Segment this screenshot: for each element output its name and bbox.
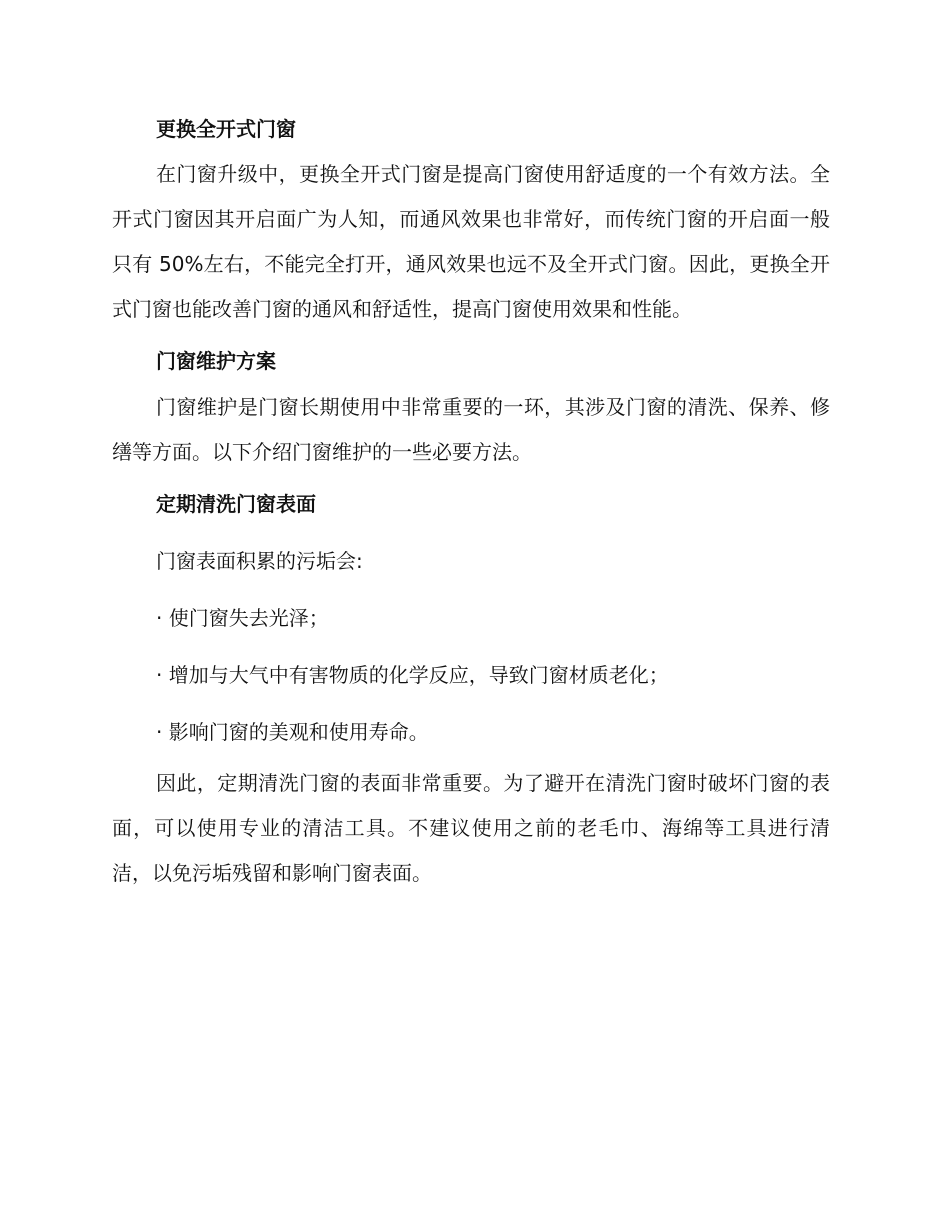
cleaning-intro-text: 门窗表面积累的污垢会:	[156, 549, 363, 573]
section-paragraph-replace-full-open-windows: 在门窗升级中，更换全开式门窗是提高门窗使用舒适度的一个有效方法。全开式门窗因其开启面广为人知，而通风效果也非常好，而传统门窗的开启面一般只有 50%左右，不能完全打开，通风效果也远不及全开式门窗。因此，更换全开式门窗也能改善门窗的通风和舒适性，提高门窗使用效果和性能。	[112, 162, 830, 321]
bullet-item: · 增加与大气中有害物质的化学反应，导致门窗材质老化；	[156, 663, 669, 687]
bullet-item: · 影响门窗的美观和使用寿命。	[156, 720, 429, 744]
section-paragraph-regular-cleaning: 因此，定期清洗门窗的表面非常重要。为了避开在清洗门窗时破坏门窗的表面，可以使用专业的清洁工具。不建议使用之前的老毛巾、海绵等工具进行清洁，以免污垢残留和影响门窗表面。	[112, 771, 830, 885]
section-heading-regular-cleaning: 定期清洗门窗表面	[156, 492, 316, 516]
section-heading-replace-full-open-windows: 更换全开式门窗	[156, 117, 296, 141]
section-paragraph-maintenance-plan: 门窗维护是门窗长期使用中非常重要的一环，其涉及门窗的清洗、保养、修缮等方面。以下介绍门窗维护的一些必要方法。	[112, 395, 830, 464]
section-heading-maintenance-plan: 门窗维护方案	[156, 349, 276, 373]
bullet-item: · 使门窗失去光泽；	[156, 606, 329, 630]
